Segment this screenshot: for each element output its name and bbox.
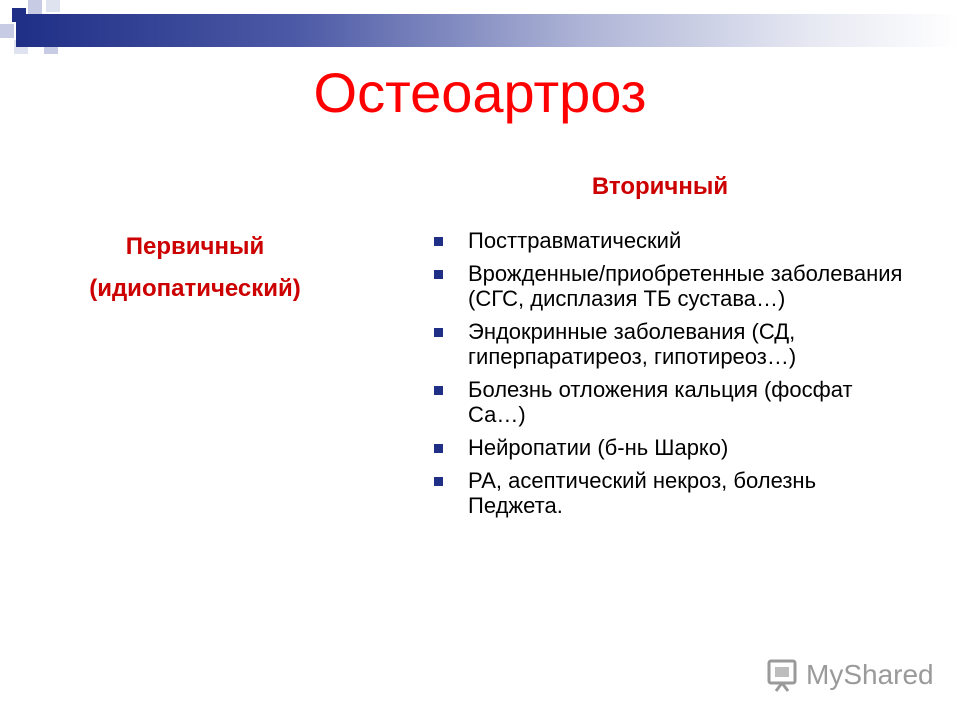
deco-square-gray-1 — [28, 0, 42, 14]
deco-square-light-1 — [46, 0, 60, 12]
list-item-text: Болезнь отложения кальция (фосфат Са…) — [468, 377, 853, 427]
header-gradient-bar — [16, 14, 960, 47]
secondary-type-heading: Вторичный — [591, 173, 729, 200]
primary-type-sublabel: (идиопатический) — [89, 275, 301, 302]
list-item — [434, 261, 904, 311]
watermark-text: MyShared — [806, 659, 934, 690]
watermark-logo — [766, 656, 936, 694]
primary-type-label: Первичный — [125, 233, 265, 260]
secondary-causes-list — [434, 228, 904, 526]
list-item-text: Врожденные/приобретенные заболевания (СГС, дисплазия ТБ сустава…) — [468, 261, 903, 311]
square-bullet-icon — [434, 237, 443, 246]
presentation-icon — [766, 658, 800, 692]
list-item — [434, 319, 904, 369]
list-item — [434, 228, 904, 253]
square-bullet-icon — [434, 328, 443, 337]
slide-title: Остеоартроз — [313, 61, 647, 124]
list-item — [434, 468, 904, 518]
square-bullet-icon — [434, 477, 443, 486]
list-item-text: Посттравматический — [468, 228, 682, 253]
list-item — [434, 435, 904, 460]
header-decoration — [0, 0, 960, 60]
square-bullet-icon — [434, 444, 443, 453]
list-item-text: РА, асептический некроз, болезнь Педжета. — [468, 468, 817, 518]
square-bullet-icon — [434, 270, 443, 279]
primary-type — [30, 226, 360, 310]
list-item — [434, 377, 904, 427]
deco-square-light-2 — [0, 24, 14, 38]
list-item-text: Эндокринные заболевания (СД, гиперпаратиреоз, гипотиреоз…) — [468, 319, 797, 369]
list-item-text: Нейропатии (б-нь Шарко) — [468, 435, 729, 460]
square-bullet-icon — [434, 386, 443, 395]
